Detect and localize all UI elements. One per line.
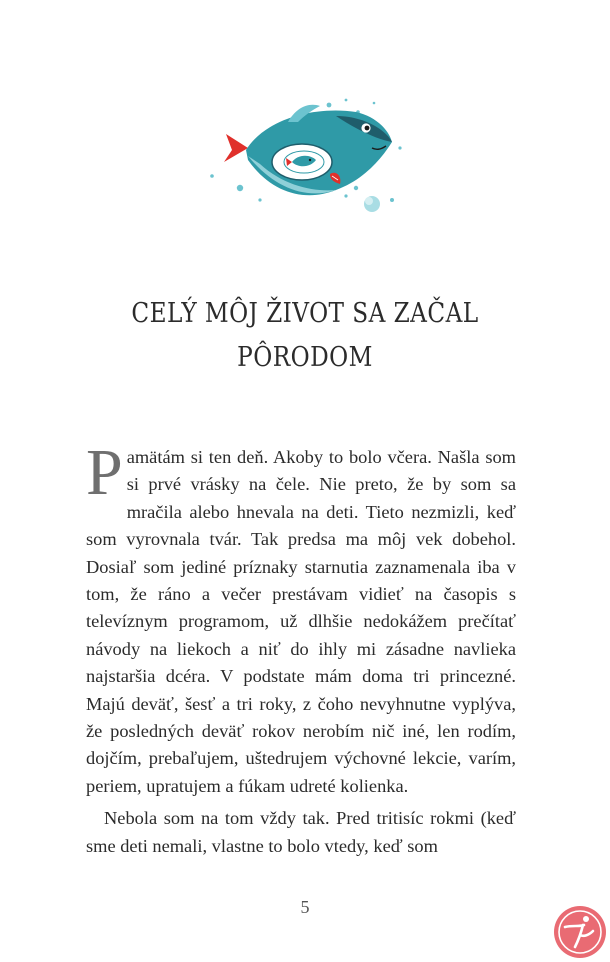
chapter-body <box>86 436 516 860</box>
chapter-title-line-2: PÔRODOM <box>237 342 373 373</box>
drop-cap: P <box>86 436 123 509</box>
paragraph-1 <box>86 436 516 800</box>
gymnast-badge-icon <box>553 905 607 959</box>
chapter-title-line-1: CELÝ MÔJ ŽIVOT SA ZAČAL <box>131 298 479 329</box>
paragraph-1-text: amätám si ten deň. Akoby to bolo včera. Našla som si prvé vrásky na čele. Nie preto, že by som sa mračila alebo hnevala na deti. Tieto nezmizli, keď som vyrovnala tvár. Tak predsa ma môj vek dobehol. Dosiaľ som jediné príznaky starnutia zaznamenala iba v tom, že ráno a večer prestávam vidieť na časopis s televíznym programom, už dlhšie nedokážem prečítať návody na liekoch a niť do ihly mi zásadne navlieka najstaršia dcéra. V podstate mám doma tri princezné. Majú deväť, šesť a tri roky, z čoho nevyhnutne vyplýva, že posledných deväť rokov nerobím nič iné, len rodím, dojčím, prebaľujem, uštedrujem výchovné lekcie, varím, periem, upratujem a fúkam udreté kolienka. <box>86 447 516 796</box>
fish-illustration <box>196 96 410 218</box>
chapter-title <box>112 292 499 380</box>
paragraph-2: Nebola som na tom vždy tak. Pred tritisíc rokmi (keď sme deti nemali, vlastne to bolo vtedy, keď som <box>86 808 516 856</box>
page-number: 5 <box>300 897 310 917</box>
